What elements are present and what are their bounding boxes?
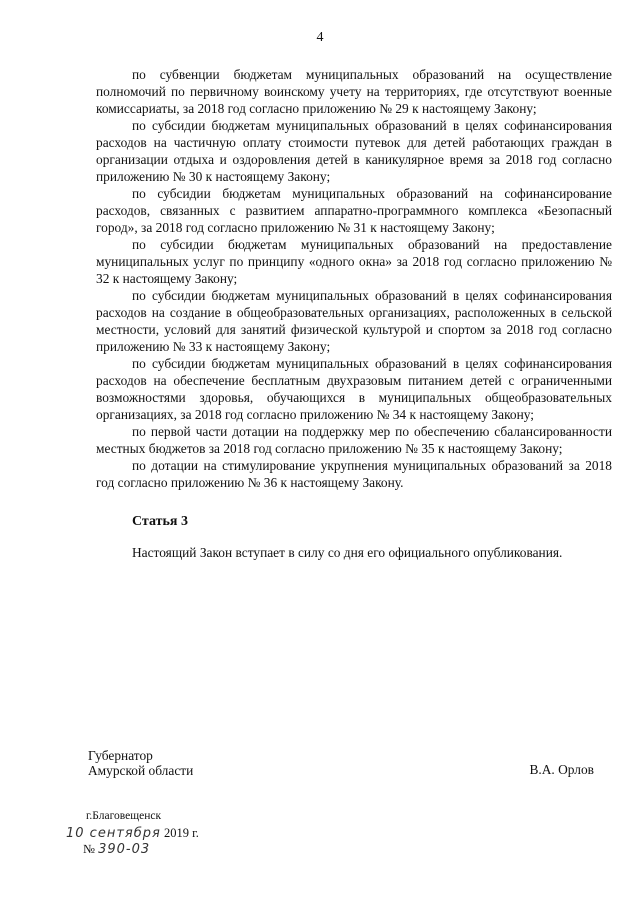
paragraph-appendix-30: по субсидии бюджетам муниципальных образований в целях софинансирования расходов на частичную оплату стоимости путевок для детей работающих граждан в организации отдыха и оздоровления детей в каникулярное время за 2018 год согласно приложению № 30 к настоящему Закону; bbox=[96, 118, 612, 184]
handwritten-date: 10 сентября bbox=[66, 826, 161, 841]
paragraph-appendix-32: по субсидии бюджетам муниципальных образований на предоставление муниципальных услуг по принципу «одного окна» за 2018 год согласно приложению № 32 к настоящему Закону; bbox=[96, 237, 612, 286]
paragraph-appendix-29: по субвенции бюджетам муниципальных образований на осуществление полномочий по первичному воинскому учету на территориях, где отсутствуют военные комиссариаты, за 2018 год согласно приложению № 29 к настоящему Закону; bbox=[96, 67, 612, 116]
signatory-title bbox=[88, 748, 193, 778]
paragraph-appendix-35: по первой части дотации на поддержку мер по обеспечению сбалансированности местных бюджетов за 2018 год согласно приложению № 35 к настоящему Закону; bbox=[96, 424, 612, 456]
signatory-title-line1: Губернатор bbox=[88, 748, 153, 763]
signing-year: 2019 г. bbox=[163, 826, 199, 840]
number-sign: № bbox=[83, 842, 95, 856]
page-number: 4 bbox=[316, 30, 324, 45]
signatory-name: В.А. Орлов bbox=[529, 762, 594, 777]
law-number bbox=[83, 842, 150, 857]
paragraph-appendix-31: по субсидии бюджетам муниципальных образований на софинансирование расходов, связанных с развитием аппаратно-программного комплекса «Безопасный город», за 2018 год согласно приложению № 31 к настоящему Закону; bbox=[96, 186, 612, 235]
article-text: Настоящий Закон вступает в силу со дня его официального опубликования. bbox=[132, 545, 563, 560]
place-of-signing: г.Благовещенск bbox=[86, 810, 162, 822]
handwritten-number: 390-03 bbox=[98, 842, 151, 857]
article-heading: Статья 3 bbox=[132, 514, 188, 529]
paragraph-appendix-33: по субсидии бюджетам муниципальных образований в целях софинансирования расходов на создание в общеобразовательных организациях, расположенных в сельской местности, условий для занятий физической культурой и спортом за 2018 год согласно приложению № 33 к настоящему Закону; bbox=[96, 288, 612, 354]
signatory-title-line2: Амурской области bbox=[88, 763, 194, 778]
paragraph-appendix-34: по субсидии бюджетам муниципальных образований в целях софинансирования расходов на обеспечение бесплатным двухразовым питанием детей с ограниченными возможностями здоровья, обучающихся в муниципальных общеобразовательных организациях, за 2018 год согласно приложению № 34 к настоящему Закону; bbox=[96, 356, 612, 422]
document-body bbox=[96, 66, 612, 561]
paragraph-appendix-36: по дотации на стимулирование укрупнения муниципальных образований за 2018 год согласно приложению № 36 к настоящему Закону. bbox=[96, 458, 612, 490]
signing-date bbox=[66, 826, 199, 841]
